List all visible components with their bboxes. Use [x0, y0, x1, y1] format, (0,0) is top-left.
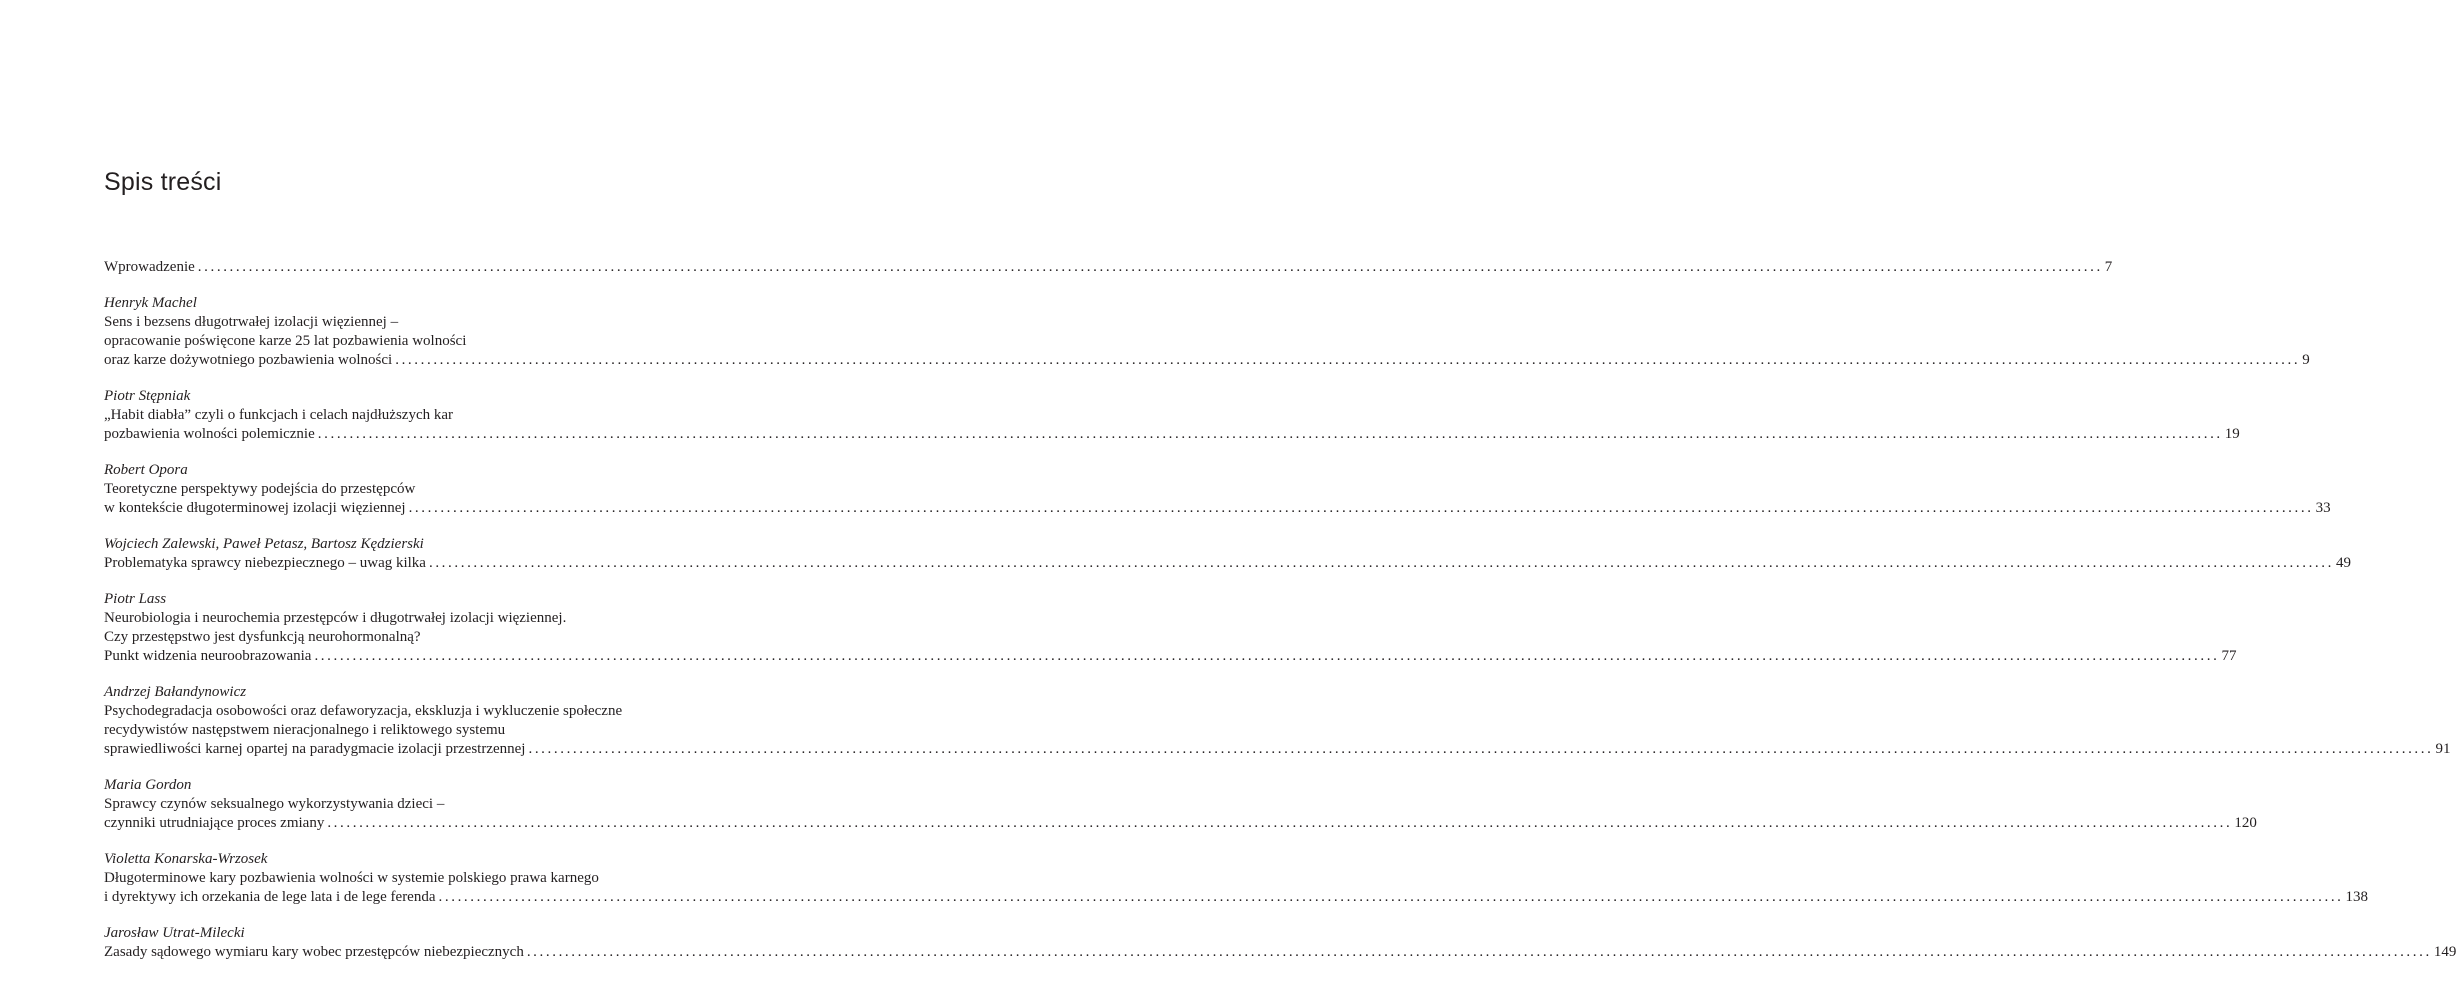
toc-entry-title-line: Punkt widzenia neuroobrazowania	[104, 648, 312, 664]
toc-entry-author: Piotr Lass	[104, 591, 167, 607]
toc-entry[interactable]	[104, 776, 2257, 833]
table-of-contents	[104, 258, 2456, 979]
toc-entry-page-number: 149	[2433, 944, 2456, 960]
toc-entry-author: Jarosław Utrat-Milecki	[104, 925, 245, 941]
toc-entry-author: Andrzej Bałandynowicz	[104, 684, 247, 700]
dot-leader: ............................................................................................................................................................................................................................................................................................................	[395, 352, 2301, 368]
toc-entry[interactable]	[104, 924, 2456, 962]
toc-entry-last-line	[104, 554, 2351, 573]
toc-entry-last-line	[104, 425, 2240, 444]
toc-entry-author: Piotr Stępniak	[104, 388, 191, 404]
toc-entry-last-line	[104, 647, 2237, 666]
toc-entry-last-line	[104, 740, 2451, 759]
toc-entry-title-line: Neurobiologia i neurochemia przestępców i długotrwałej izolacji więziennej.	[104, 610, 567, 626]
toc-entry-author: Henryk Machel	[104, 295, 197, 311]
toc-entry-title-line: Teoretyczne perspektywy podejścia do przestępców	[104, 481, 416, 497]
toc-entry-title-line: Czy przestępstwo jest dysfunkcją neurohormonalną?	[104, 629, 421, 645]
dot-leader: ............................................................................................................................................................................................................................................................................................................	[528, 741, 2434, 757]
toc-entry-page-number: 49	[2335, 555, 2351, 571]
toc-entry-page-number: 91	[2435, 741, 2451, 757]
toc-entry-title-line: opracowanie poświęcone karze 25 lat pozbawienia wolności	[104, 333, 467, 349]
toc-entry[interactable]	[104, 535, 2351, 573]
toc-entry-title-line: Wprowadzenie	[104, 259, 195, 275]
page-title: Spis treści	[104, 168, 222, 196]
toc-entry-page-number: 19	[2224, 426, 2240, 442]
dot-leader: ............................................................................................................................................................................................................................................................................................................	[317, 426, 2223, 442]
toc-entry-title-line: w kontekście długoterminowej izolacji więziennej	[104, 500, 406, 516]
dot-leader: ............................................................................................................................................................................................................................................................................................................	[314, 648, 2220, 664]
toc-entry-last-line	[104, 888, 2369, 907]
toc-entry-title-line: oraz karze dożywotniego pozbawienia wolności	[104, 352, 393, 368]
toc-entry-author: Wojciech Zalewski, Paweł Petasz, Bartosz Kędzierski	[104, 536, 424, 552]
toc-entry-title-line: Sens i bezsens długotrwałej izolacji więziennej –	[104, 314, 399, 330]
toc-entry-title-line: sprawiedliwości karnej opartej na paradygmacie izolacji przestrzennej	[104, 741, 526, 757]
toc-entry[interactable]	[104, 461, 2331, 518]
dot-leader: ............................................................................................................................................................................................................................................................................................................	[408, 500, 2314, 516]
toc-entry[interactable]	[104, 258, 2113, 277]
toc-entry-last-line	[104, 258, 2113, 277]
toc-entry-title-line: Psychodegradacja osobowości oraz defaworyzacja, ekskluzja i wykluczenie społeczne	[104, 703, 623, 719]
toc-entry-page-number: 9	[2302, 352, 2310, 368]
toc-entry-page-number: 138	[2345, 889, 2369, 905]
toc-entry-title-line: i dyrektywy ich orzekania de lege lata i de lege ferenda	[104, 889, 436, 905]
toc-entry-author: Robert Opora	[104, 462, 188, 478]
toc-entry-page-number: 77	[2221, 648, 2237, 664]
toc-entry-title-line: czynniki utrudniające proces zmiany	[104, 815, 325, 831]
toc-entry-title-line: „Habit diabła” czyli o funkcjach i celach najdłuższych kar	[104, 407, 453, 423]
toc-entry-title-line: Zasady sądowego wymiaru kary wobec przestępców niebezpiecznych	[104, 944, 524, 960]
dot-leader: ............................................................................................................................................................................................................................................................................................................	[428, 555, 2334, 571]
toc-entry-title-line: Sprawcy czynów seksualnego wykorzystywania dzieci –	[104, 796, 445, 812]
toc-entry-last-line	[104, 814, 2257, 833]
toc-entry[interactable]	[104, 387, 2240, 444]
toc-entry-page-number: 120	[2234, 815, 2257, 831]
toc-entry-last-line	[104, 499, 2331, 518]
dot-leader: ............................................................................................................................................................................................................................................................................................................	[327, 815, 2233, 831]
toc-entry[interactable]	[104, 294, 2310, 370]
dot-leader: ............................................................................................................................................................................................................................................................................................................	[438, 889, 2344, 905]
toc-entry-title-line: Długoterminowe kary pozbawienia wolności w systemie polskiego prawa karnego	[104, 870, 599, 886]
toc-entry[interactable]	[104, 590, 2237, 666]
toc-entry-last-line	[104, 943, 2456, 962]
toc-entry[interactable]	[104, 850, 2369, 907]
toc-entry-title-line: pozbawienia wolności polemicznie	[104, 426, 315, 442]
toc-entry-title-line: Problematyka sprawcy niebezpiecznego – uwag kilka	[104, 555, 426, 571]
dot-leader: ............................................................................................................................................................................................................................................................................................................	[197, 259, 2103, 275]
toc-entry-author: Violetta Konarska-Wrzosek	[104, 851, 268, 867]
toc-entry-last-line	[104, 351, 2310, 370]
toc-entry-page-number: 7	[2104, 259, 2113, 275]
toc-entry-author: Maria Gordon	[104, 777, 192, 793]
toc-entry-page-number: 33	[2315, 500, 2331, 516]
toc-entry-title-line: recydywistów następstwem nieracjonalnego i reliktowego systemu	[104, 722, 506, 738]
toc-entry[interactable]	[104, 683, 2451, 759]
dot-leader: ............................................................................................................................................................................................................................................................................................................	[526, 944, 2432, 960]
